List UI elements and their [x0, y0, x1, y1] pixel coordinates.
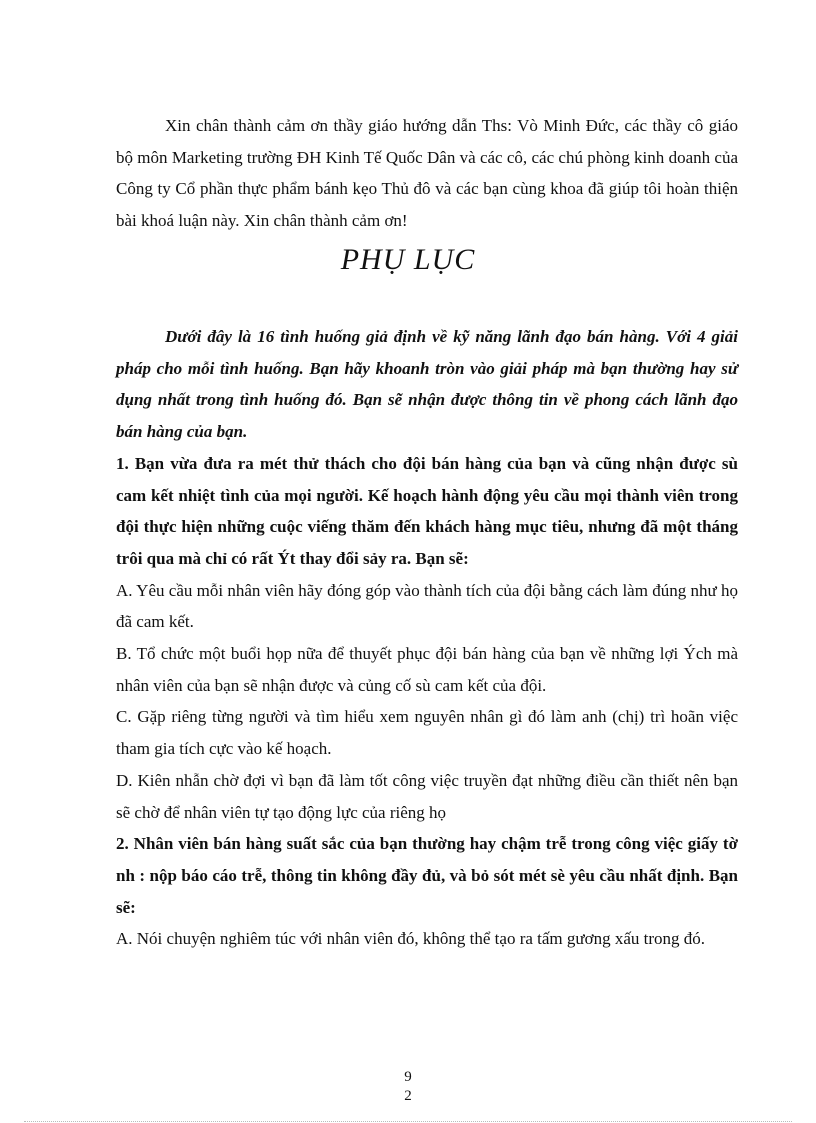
question-2-option-a: A. Nói chuyện nghiêm túc với nhân viên đó, không thể tạo ra tấm gương xấu trong đó.: [116, 929, 706, 949]
page-number-digit-1: 9: [404, 1069, 412, 1085]
intro-paragraph: Dưới đây là 16 tình huống giả định về kỹ năng lãnh đạo bán hàng. Với 4 giải pháp cho mỗi tình huống. Bạn hãy khoanh tròn vào giải pháp mà bạn thường hay sử dụng nhất trong tình huống đó. Bạn sẽ nhận được thông tin về phong cách lãnh đạo bán hàng của bạn.: [116, 327, 738, 442]
page-number: [0, 1068, 816, 1106]
question-2: 2. Nhân viên bán hàng suất sắc của bạn thường hay chậm trễ trong công việc giấy tờ nh : nộp báo cáo trễ, thông tin không đầy đủ, và bỏ sót mét sè yêu cầu nhất định. Bạn sẽ:: [116, 834, 738, 917]
appendix-title: PHỤ LỤC: [340, 243, 476, 276]
question-1-option-a: A. Yêu cầu mỗi nhân viên hãy đóng góp vào thành tích của đội bằng cách làm đúng như họ đã cam kết.: [116, 580, 738, 632]
page-number-digit-2: 2: [404, 1088, 412, 1104]
question-1-option-b: B. Tổ chức một buổi họp nữa để thuyết phục đội bán hàng của bạn về những lợi Ých mà nhân viên của bạn sẽ nhận được và củng cố sù cam kết của đội.: [116, 644, 738, 695]
acknowledgement-paragraph: Xin chân thành cảm ơn thầy giáo hướng dẫn Ths: Vò Minh Đức, các thầy cô giáo bộ môn Marketing trường ĐH Kinh Tế Quốc Dân và các cô, các chú phòng kinh doanh của Công ty Cổ phần thực phẩm bánh kẹo Thủ đô và các bạn cùng khoa đã giúp tôi hoàn thiện bài khoá luận này. Xin chân thành cảm ơn!: [116, 116, 738, 231]
question-1-option-c: C. Gặp riêng từng người và tìm hiểu xem nguyên nhân gì đó làm anh (chị) trì hoãn việc tham gia tích cực vào kế hoạch.: [116, 707, 738, 759]
page-bottom-divider: [24, 1121, 792, 1122]
question-1-option-d: D. Kiên nhẫn chờ đợi vì bạn đã làm tốt công việc truyền đạt những điều cần thiết nên bạn sẽ chờ để nhân viên tự tạo động lực của riêng họ: [116, 770, 738, 822]
question-1: 1. Bạn vừa đưa ra mét thử thách cho đội bán hàng của bạn và cũng nhận được sù cam kết nhiệt tình của mọi người. Kế hoạch hành động yêu cầu mọi thành viên trong đội thực hiện những cuộc viếng thăm đến khách hàng mục tiêu, nhưng đã một tháng trôi qua mà chỉ có rất Ýt thay đổi sảy ra. Bạn sẽ:: [116, 453, 738, 568]
acknowledgement-block: [116, 110, 738, 237]
survey-block: [116, 321, 738, 955]
